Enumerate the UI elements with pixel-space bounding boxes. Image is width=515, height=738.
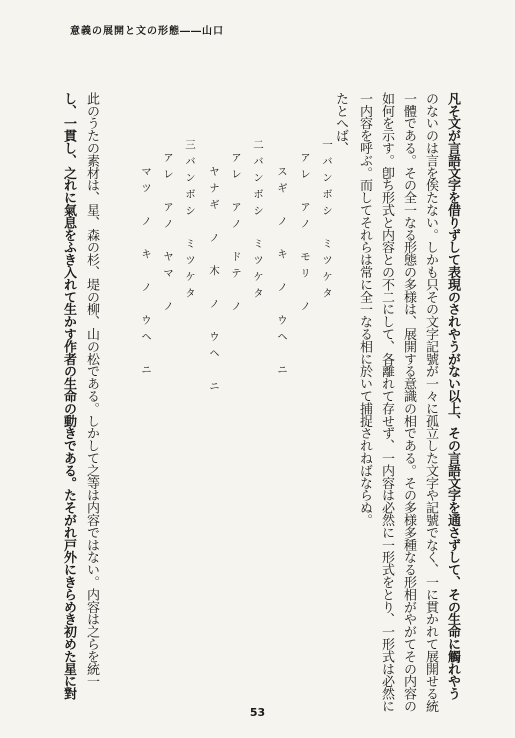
poem-line-7: 三バンボシ ミツケタ xyxy=(184,139,196,304)
text-column-4: 如何を示す。卽ち形式と内容との不二にして、各離れて存せず、一内容は必然に一形式をとり、一形式は必然に xyxy=(379,92,394,713)
page-number: 53 xyxy=(249,706,266,719)
text-column-16: 此のうたの素材は、星、森の杉、堤の柳、山の松である。しかして之等は内容ではない。内容は之らを統一 xyxy=(84,92,99,688)
text-column-1: 凡そ文が言語文字を借りずして表現のされやうがない以上、その言語文字を通さずして、その生命に觸れやう xyxy=(445,92,460,700)
poem-line-6: ヤナギ ノ 木 ノ ウヘ ニ xyxy=(208,166,220,397)
poem-line-5: アレ アノ ドテ ノ xyxy=(230,152,242,317)
poem-line-8: アレ アノ ヤマ ノ xyxy=(162,152,174,317)
poem-line-4: 二バンボシ ミツケタ xyxy=(252,139,264,304)
text-column-2: のないのは言を俟たない。しかも只その文字記號が一々に孤立した文字や記號でなく、一に貫かれて展開せる統 xyxy=(423,92,438,713)
text-column-5: 一内容を呼ぶ。而してそれらは常に全一なる相に於いて捕捉されねばならぬ。 xyxy=(357,92,372,527)
text-column-6: たとへば、 xyxy=(333,92,348,155)
poem-line-2: アレ アノ モリ ノ xyxy=(299,152,311,317)
running-header: 意義の展開と文の形態――山口 xyxy=(70,26,224,37)
poem-line-3: スギ ノ キ ノ ウヘ ニ xyxy=(276,166,288,381)
poem-line-9: マツ ノ キ ノ ウヘ ニ xyxy=(140,166,152,381)
poem-line-1: 一バンボシ ミツケタ xyxy=(321,139,333,304)
text-column-3: 一體である。その全一なる形態の多様は、展開する意識の相である。その多様多種なる形相がやがてその内容の xyxy=(401,92,416,713)
text-column-17: し、一貫し、之れに氣息をふき入れて生かす作者の生命の動きである。たそがれ戸外にきらめき初めた星に對 xyxy=(61,92,76,700)
